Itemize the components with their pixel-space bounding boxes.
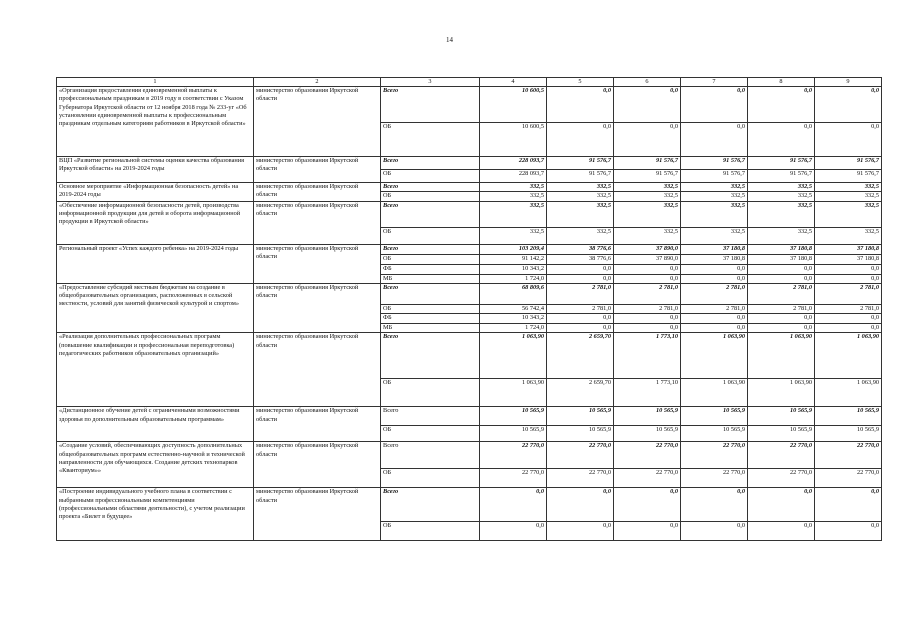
amount-cell: 0,0 (480, 488, 547, 522)
amount-cell: 10 600,5 (480, 123, 547, 157)
funding-source: ОБ (381, 227, 480, 244)
col-header-3: 3 (381, 78, 480, 87)
amount-cell: 22 770,0 (547, 469, 614, 488)
amount-cell: 2 659,70 (547, 379, 614, 407)
amount-cell: 1 063,90 (748, 379, 815, 407)
table-row (57, 244, 882, 254)
funding-source: ОБ (381, 469, 480, 488)
amount-cell: 2 781,0 (547, 283, 614, 304)
amount-cell: 91 576,7 (748, 170, 815, 183)
amount-cell: 332,5 (480, 192, 547, 201)
col-header-9: 9 (815, 78, 882, 87)
amount-cell: 332,5 (547, 192, 614, 201)
funding-source: ФБ (381, 314, 480, 324)
amount-cell: 0,0 (815, 324, 882, 333)
amount-cell: 332,5 (681, 192, 748, 201)
amount-cell: 1 063,90 (681, 333, 748, 379)
amount-cell: 37 180,8 (748, 254, 815, 264)
amount-cell: 38 776,6 (547, 244, 614, 254)
funding-source: Всего (381, 183, 480, 192)
amount-cell: 1 063,90 (748, 333, 815, 379)
amount-cell: 1 773,10 (614, 333, 681, 379)
amount-cell: 332,5 (681, 227, 748, 244)
table-row (57, 407, 882, 426)
funding-source: Всего (381, 157, 480, 170)
amount-cell: 332,5 (815, 183, 882, 192)
responsible-department: министерство образования Иркутской области (254, 442, 381, 488)
amount-cell: 0,0 (681, 274, 748, 283)
amount-cell: 91 576,7 (815, 157, 882, 170)
funding-source: Всего (381, 407, 480, 426)
amount-cell: 91 576,7 (614, 170, 681, 183)
amount-cell: 0,0 (748, 264, 815, 274)
funding-source: Всего (381, 442, 480, 469)
amount-cell: 22 770,0 (748, 469, 815, 488)
amount-cell: 2 781,0 (681, 304, 748, 313)
program-description: ВЦП «Развитие региональной системы оценки качества образования Иркутской области» на 2019-2024 годы (57, 157, 254, 183)
table-row (57, 442, 882, 469)
amount-cell: 10 565,9 (748, 426, 815, 442)
funding-source: Всего (381, 333, 480, 379)
amount-cell: 1 063,90 (480, 379, 547, 407)
amount-cell: 332,5 (614, 192, 681, 201)
amount-cell: 37 890,0 (614, 244, 681, 254)
col-header-7: 7 (681, 78, 748, 87)
amount-cell: 0,0 (815, 522, 882, 541)
amount-cell: 0,0 (815, 314, 882, 324)
amount-cell: 332,5 (547, 227, 614, 244)
amount-cell: 10 565,9 (614, 407, 681, 426)
responsible-department: министерство образования Иркутской области (254, 244, 381, 283)
responsible-department: министерство образования Иркутской области (254, 157, 381, 183)
col-header-8: 8 (748, 78, 815, 87)
amount-cell: 1 063,90 (681, 379, 748, 407)
amount-cell: 0,0 (748, 324, 815, 333)
amount-cell: 1 724,0 (480, 324, 547, 333)
col-header-6: 6 (614, 78, 681, 87)
funding-source: Всего (381, 488, 480, 522)
program-description: «Создание условий, обеспечивающих доступность дополнительных общеобразовательных программ естественно-научной и технической направленности для обучающихся. Создание детских технопарков «Кванториум»» (57, 442, 254, 488)
amount-cell: 2 781,0 (547, 304, 614, 313)
amount-cell: 0,0 (681, 314, 748, 324)
amount-cell: 332,5 (480, 227, 547, 244)
amount-cell: 91 576,7 (547, 170, 614, 183)
table-row (57, 201, 882, 227)
amount-cell: 0,0 (614, 274, 681, 283)
amount-cell: 0,0 (614, 123, 681, 157)
amount-cell: 22 770,0 (748, 442, 815, 469)
amount-cell: 0,0 (547, 123, 614, 157)
funding-source: Всего (381, 283, 480, 304)
amount-cell: 332,5 (815, 201, 882, 227)
amount-cell: 10 565,9 (748, 407, 815, 426)
responsible-department: министерство образования Иркутской области (254, 283, 381, 333)
funding-source: МБ (381, 274, 480, 283)
amount-cell: 0,0 (547, 522, 614, 541)
amount-cell: 10 565,9 (614, 426, 681, 442)
amount-cell: 228 093,7 (480, 170, 547, 183)
responsible-department: министерство образования Иркутской области (254, 183, 381, 202)
program-description: «Построение индивидуального учебного плана в соответствии с выбранными профессиональными компетенциями (профессиональными областями деятельности), с учетом реализации проекта «Билет в будущее» (57, 488, 254, 541)
responsible-department: министерство образования Иркутской области (254, 201, 381, 244)
amount-cell: 10 565,9 (547, 407, 614, 426)
responsible-department: министерство образования Иркутской области (254, 488, 381, 541)
responsible-department: министерство образования Иркутской области (254, 87, 381, 157)
amount-cell: 22 770,0 (681, 469, 748, 488)
amount-cell: 332,5 (748, 227, 815, 244)
amount-cell: 0,0 (748, 274, 815, 283)
amount-cell: 332,5 (748, 183, 815, 192)
amount-cell: 332,5 (480, 201, 547, 227)
amount-cell: 332,5 (681, 183, 748, 192)
amount-cell: 0,0 (815, 264, 882, 274)
amount-cell: 0,0 (681, 123, 748, 157)
amount-cell: 0,0 (614, 264, 681, 274)
amount-cell: 0,0 (614, 522, 681, 541)
funding-source: ОБ (381, 192, 480, 201)
amount-cell: 0,0 (681, 488, 748, 522)
amount-cell: 0,0 (815, 274, 882, 283)
amount-cell: 0,0 (815, 488, 882, 522)
amount-cell: 2 781,0 (748, 304, 815, 313)
funding-source: ОБ (381, 522, 480, 541)
table-row (57, 183, 882, 192)
amount-cell: 2 781,0 (815, 304, 882, 313)
amount-cell: 332,5 (547, 201, 614, 227)
funding-source: Всего (381, 87, 480, 123)
table-row (57, 488, 882, 522)
funding-source: МБ (381, 324, 480, 333)
col-header-1: 1 (57, 78, 254, 87)
amount-cell: 91 576,7 (681, 170, 748, 183)
funding-source: ОБ (381, 123, 480, 157)
amount-cell: 10 565,9 (681, 407, 748, 426)
table-row (57, 157, 882, 170)
amount-cell: 37 180,8 (681, 254, 748, 264)
funding-source: ОБ (381, 304, 480, 313)
amount-cell: 91 576,7 (614, 157, 681, 170)
amount-cell: 0,0 (748, 123, 815, 157)
amount-cell: 0,0 (748, 488, 815, 522)
amount-cell: 0,0 (815, 87, 882, 123)
amount-cell: 0,0 (681, 324, 748, 333)
program-description: «Реализация дополнительных профессиональных программ (повышение квалификации и профессиональная переподготовка) педагогических работников образовательных организаций» (57, 333, 254, 407)
amount-cell: 91 576,7 (748, 157, 815, 170)
amount-cell: 0,0 (614, 314, 681, 324)
table-body (57, 87, 882, 541)
program-description: «Организация предоставления единовременной выплаты к профессиональным праздникам в 2019 году в соответствии с Указом Губернатора Иркутской области от 12 ноября 2018 года № 233-уг «Об установлении единовременной выплаты к профессиональным праздникам отдельным категориям работников в Иркутской области» (57, 87, 254, 157)
program-description: «Обеспечение информационной безопасности детей, производства информационной продукции для детей и оборота информационной продукции в Иркутской области» (57, 201, 254, 244)
amount-cell: 332,5 (614, 201, 681, 227)
amount-cell: 0,0 (681, 264, 748, 274)
funding-source: ОБ (381, 254, 480, 264)
amount-cell: 10 565,9 (547, 426, 614, 442)
amount-cell: 68 809,6 (480, 283, 547, 304)
funding-source: ОБ (381, 170, 480, 183)
table-row (57, 283, 882, 304)
col-header-4: 4 (480, 78, 547, 87)
amount-cell: 0,0 (748, 522, 815, 541)
amount-cell: 22 770,0 (681, 442, 748, 469)
amount-cell: 2 781,0 (614, 304, 681, 313)
amount-cell: 56 742,4 (480, 304, 547, 313)
amount-cell: 0,0 (547, 274, 614, 283)
amount-cell: 91 576,7 (547, 157, 614, 170)
amount-cell: 37 180,8 (681, 244, 748, 254)
amount-cell: 22 770,0 (480, 442, 547, 469)
amount-cell: 10 565,9 (480, 426, 547, 442)
amount-cell: 91 576,7 (681, 157, 748, 170)
amount-cell: 103 209,4 (480, 244, 547, 254)
amount-cell: 0,0 (748, 314, 815, 324)
amount-cell: 38 776,6 (547, 254, 614, 264)
funding-source: ФБ (381, 264, 480, 274)
amount-cell: 37 180,8 (748, 244, 815, 254)
amount-cell: 91 142,2 (480, 254, 547, 264)
col-header-2: 2 (254, 78, 381, 87)
amount-cell: 2 781,0 (614, 283, 681, 304)
responsible-department: министерство образования Иркутской области (254, 333, 381, 407)
amount-cell: 0,0 (480, 522, 547, 541)
amount-cell: 0,0 (681, 87, 748, 123)
amount-cell: 332,5 (815, 227, 882, 244)
amount-cell: 2 781,0 (815, 283, 882, 304)
amount-cell: 332,5 (480, 183, 547, 192)
amount-cell: 37 180,8 (815, 254, 882, 264)
page-number: 14 (446, 36, 453, 44)
amount-cell: 332,5 (614, 183, 681, 192)
amount-cell: 0,0 (547, 87, 614, 123)
col-header-5: 5 (547, 78, 614, 87)
amount-cell: 228 093,7 (480, 157, 547, 170)
amount-cell: 0,0 (614, 324, 681, 333)
amount-cell: 10 565,9 (681, 426, 748, 442)
amount-cell: 0,0 (547, 324, 614, 333)
amount-cell: 22 770,0 (815, 442, 882, 469)
amount-cell: 37 180,8 (815, 244, 882, 254)
amount-cell: 10 343,2 (480, 314, 547, 324)
amount-cell: 10 565,9 (815, 426, 882, 442)
amount-cell: 1 773,10 (614, 379, 681, 407)
amount-cell: 10 565,9 (815, 407, 882, 426)
amount-cell: 22 770,0 (614, 469, 681, 488)
amount-cell: 2 659,70 (547, 333, 614, 379)
header-row (57, 78, 882, 87)
program-description: Основное мероприятие «Информационная безопасность детей» на 2019-2024 годы (57, 183, 254, 202)
amount-cell: 10 600,5 (480, 87, 547, 123)
amount-cell: 332,5 (748, 201, 815, 227)
amount-cell: 22 770,0 (547, 442, 614, 469)
amount-cell: 2 781,0 (681, 283, 748, 304)
funding-source: ОБ (381, 426, 480, 442)
program-description: «Предоставление субсидий местным бюджетам на создание в общеобразовательных организациях, расположенных в сельской местности, условий для занятий физической культурой и спортом» (57, 283, 254, 333)
amount-cell: 1 063,90 (815, 379, 882, 407)
funding-source: Всего (381, 244, 480, 254)
amount-cell: 0,0 (614, 488, 681, 522)
amount-cell: 10 343,2 (480, 264, 547, 274)
amount-cell: 0,0 (748, 87, 815, 123)
amount-cell: 332,5 (614, 227, 681, 244)
amount-cell: 0,0 (547, 488, 614, 522)
table-row (57, 333, 882, 379)
amount-cell: 22 770,0 (815, 469, 882, 488)
funding-source: Всего (381, 201, 480, 227)
amount-cell: 22 770,0 (614, 442, 681, 469)
amount-cell: 0,0 (614, 87, 681, 123)
amount-cell: 1 063,90 (815, 333, 882, 379)
amount-cell: 1 063,90 (480, 333, 547, 379)
amount-cell: 332,5 (748, 192, 815, 201)
responsible-department: министерство образования Иркутской области (254, 407, 381, 442)
budget-table (56, 77, 882, 541)
amount-cell: 22 770,0 (480, 469, 547, 488)
program-description: «Дистанционное обучение детей с ограниченными возможностями здоровья по дополнительным образовательным программам» (57, 407, 254, 442)
amount-cell: 91 576,7 (815, 170, 882, 183)
amount-cell: 0,0 (815, 123, 882, 157)
amount-cell: 332,5 (815, 192, 882, 201)
amount-cell: 332,5 (681, 201, 748, 227)
table-row (57, 87, 882, 123)
amount-cell: 0,0 (547, 264, 614, 274)
program-description: Региональный проект «Успех каждого ребенка» на 2019-2024 годы (57, 244, 254, 283)
amount-cell: 0,0 (681, 522, 748, 541)
amount-cell: 10 565,9 (480, 407, 547, 426)
amount-cell: 2 781,0 (748, 283, 815, 304)
amount-cell: 37 890,0 (614, 254, 681, 264)
amount-cell: 332,5 (547, 183, 614, 192)
funding-source: ОБ (381, 379, 480, 407)
amount-cell: 1 724,0 (480, 274, 547, 283)
amount-cell: 0,0 (547, 314, 614, 324)
